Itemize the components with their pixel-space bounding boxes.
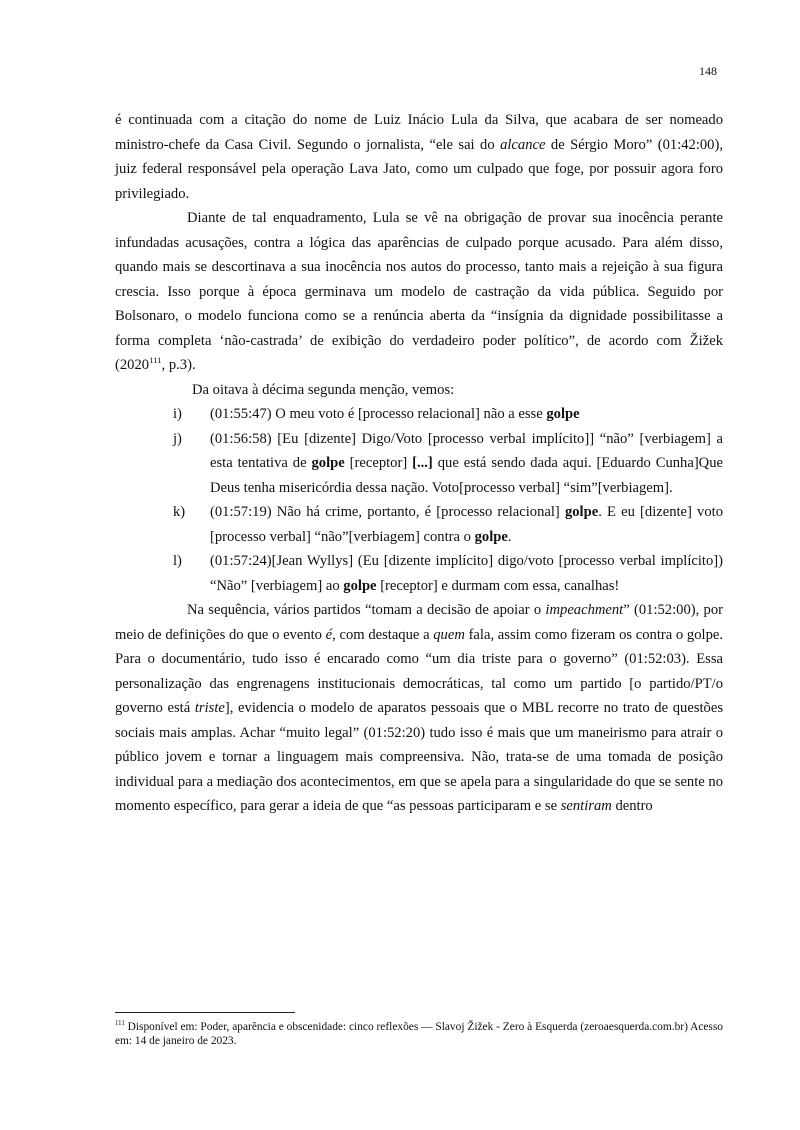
footnote-marker: 111 <box>115 1020 125 1028</box>
footnote-reference: 111 <box>149 355 162 366</box>
paragraph-4: Na sequência, vários partidos “tomam a decisão de apoiar o impeachment” (01:52:00), por meio de definições do que o evento é, com destaque a quem fala, assim como fizeram os contra o golpe. Para o documentário, tudo isso é encarado como “um dia triste para o governo” (01:52:03). Essa personalização das engrenagens institucionais democráticas, tal como um partido [o partido/PT/o governo está triste], evidencia o modelo de aparatos pessoais que o MBL recorre no trato de questões sociais mais amplas. Achar “muito legal” (01:52:20) tudo isso é mais que um maneirismo para atrair o público jovem e tornar a linguagem mais compreensiva. Não, trata-se de uma tomada de posição individual para a mediação dos acontecimentos, em que se apela para a singularidade do que se sente no momento específico, para gerar a ideia de que “as pessoas participaram e se sentiram dentro <box>115 602 724 814</box>
page-number: 148 <box>699 64 717 78</box>
body-text <box>115 108 723 819</box>
paragraph-2: Diante de tal enquadramento, Lula se vê na obrigação de provar sua inocência perante infundadas acusações, contra a lógica das aparências de culpado porque acusado. Para além disso, quando mais se descortinava a sua inocência nos autos do processo, tanto mais a rejeição à sua figura crescia. Isso porque à época germinava um modelo de castração da vida pública. Seguido por Bolsonaro, o modelo funciona como se a renúncia aberta da “insígnia da dignidade possibilitasse a forma completa ‘não-castrada’ de exibição do verdadeiro poder político”, de acordo com Žižek (2020$^{111}$, p.3). <box>115 210 723 373</box>
paragraph-3: Da oitava à décima segunda menção, vemos: <box>192 381 455 398</box>
list-item-j: j) (01:56:58) [Eu [dizente] Digo/Voto [processo verbal implícito]] “não” [verbiagem] a esta tentativa de golpe [receptor] [...] que está sendo dada aqui. [Eduardo Cunha]Que Deus tenha misericórdia dessa nação. Voto[processo verbal] “sim”[verbiagem]. <box>173 430 723 496</box>
list-item-l: l) (01:57:24)[Jean Wyllys] (Eu [dizente implícito] digo/voto [processo verbal implícito]) “Não” [verbiagem] ao golpe [receptor] e durmam com essa, canalhas! <box>173 553 723 594</box>
footnote-text: Disponível em: Poder, aparência e obscenidade: cinco reflexões — Slavoj Žižek - Zero à Esquerda (zeroaesquerda.com.br) Acesso em: 14 de janeiro de 2023. <box>115 1021 723 1047</box>
footnote <box>115 1020 723 1048</box>
list-item-i: i) (01:55:47) O meu voto é [processo relacional] não a esse golpe <box>173 406 580 422</box>
list-item-k: k) (01:57:19) Não há crime, portanto, é [processo relacional] golpe. E eu [dizente] voto [processo verbal] “não”[verbiagem] contra o golpe. <box>173 504 723 545</box>
paragraph-1: é continuada com a citação do nome de Luiz Inácio Lula da Silva, que acabara de ser nomeado ministro-chefe da Casa Civil. Segundo o jornalista, “ele sai do alcance de Sérgio Moro” (01:42:00), juiz federal responsável pela operação Lava Jato, como um culpado que foge, por possuir agora foro privilegiado. <box>115 112 723 202</box>
footnote-divider <box>115 1012 295 1013</box>
